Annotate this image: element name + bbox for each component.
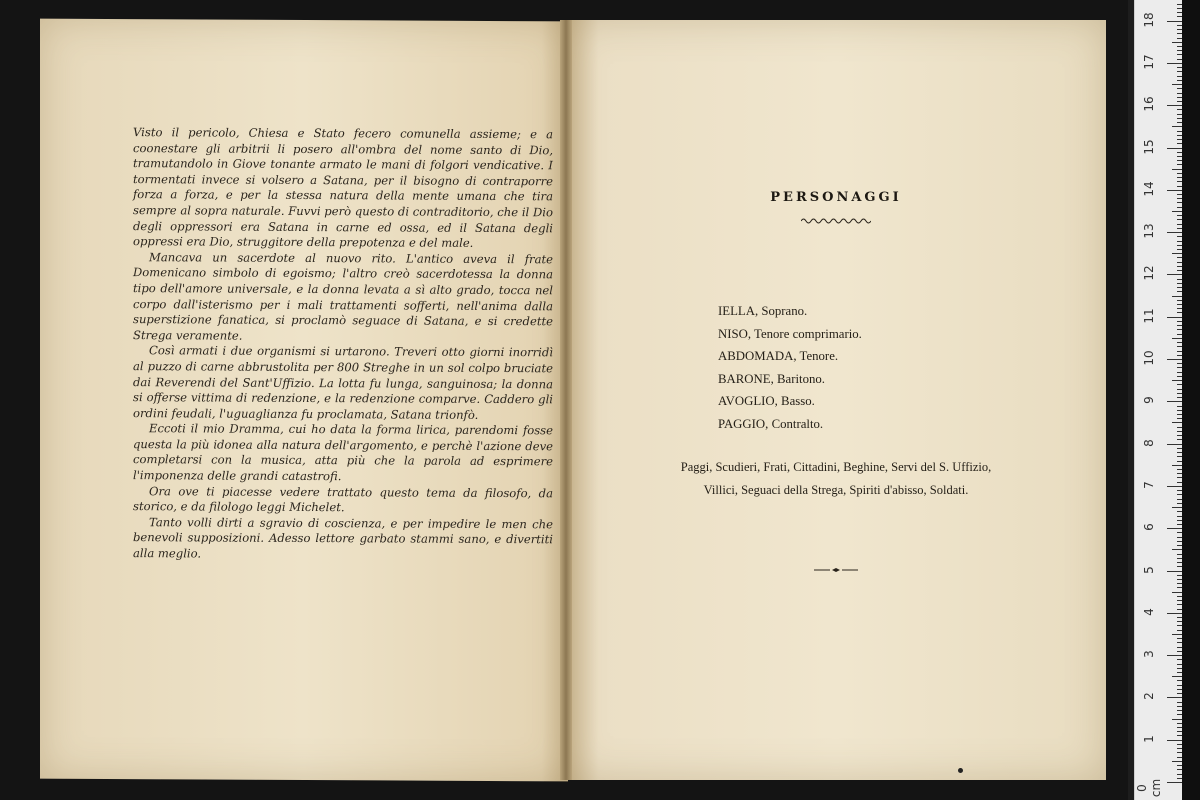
ruler-number: 11 <box>1142 308 1156 324</box>
paragraph: Eccoti il mio Dramma, cui ho data la forma lirica, parendomi fosse questa la più idonea alla natura dell'argomento, e perchè l'azione deve completarsi con la musica, atta più che la parola ad esprimere l'imponenza delle grandi catastrofi. <box>133 421 553 484</box>
ruler-tick <box>1167 486 1183 487</box>
cast-item: NISO, Tenore comprimario. <box>718 326 862 341</box>
ruler-number: 6 <box>1142 523 1156 532</box>
paragraph: Tanto volli dirti a sgravio di coscienza, e per impedire le men che benevoli supposizioni. Adesso lettore garbato stammi sano, e divertiti alla meglio. <box>133 515 553 561</box>
measurement-ruler <box>1134 0 1183 800</box>
book-gutter <box>560 20 572 780</box>
ruler-number: 8 <box>1142 438 1156 447</box>
ruler-number: 1 <box>1142 734 1156 743</box>
ruler-tick <box>1167 359 1183 360</box>
page-title: PERSONAGGI <box>770 190 902 205</box>
ruler-number: 7 <box>1142 481 1156 489</box>
wavy-rule-ornament <box>801 216 871 226</box>
cast-item: AVOGLIO, Basso. <box>718 394 815 409</box>
cast-list <box>718 300 862 436</box>
ruler-number: 16 <box>1142 96 1156 112</box>
ruler-tick <box>1167 148 1183 149</box>
ruler-tick <box>1167 190 1183 191</box>
ruler-tick <box>1167 655 1183 656</box>
extras-list <box>606 456 1066 501</box>
end-ornament <box>806 565 866 575</box>
ruler-tick <box>1167 571 1183 572</box>
ruler-number: 0 cm <box>1135 778 1163 798</box>
ruler-number: 2 <box>1142 692 1156 701</box>
ruler-number: 4 <box>1142 607 1156 616</box>
ruler-tick <box>1167 528 1183 529</box>
preface-text <box>133 125 553 564</box>
ruler-tick <box>1167 782 1183 783</box>
paragraph: Così armati i due organismi si urtarono. Treveri otto giorni inorridì al puzzo di carne abbrustolita per 800 Streghe in un sol colpo bruciate dai Reverendi del Sant'Uffizio. La lotta fu lunga, sanguinosa; la donna si offerse vittima di redenzione, e la redenzione comparve. Caddero gli ordini feudali, l'uguaglianza fu proclamata, Satana trionfò. <box>133 343 553 422</box>
ruler-tick <box>1167 63 1183 64</box>
ruler-tick <box>1167 613 1183 614</box>
cast-item: ABDOMADA, Tenore. <box>718 349 839 364</box>
ruler-tick <box>1167 401 1183 402</box>
extras-line: Paggi, Scudieri, Frati, Cittadini, Beghine, Servi del S. Uffizio, <box>680 460 992 474</box>
ruler-tick <box>1167 697 1183 698</box>
ruler-number: 10 <box>1142 350 1156 366</box>
open-book <box>40 20 1100 780</box>
ruler-number: 13 <box>1142 223 1156 239</box>
ruler-tick <box>1167 232 1183 233</box>
ruler-number: 9 <box>1142 396 1156 405</box>
extras-line: Villici, Seguaci della Strega, Spiriti d'abisso, Soldati. <box>703 482 969 497</box>
ruler-number: 5 <box>1142 565 1156 574</box>
ruler-number: 14 <box>1142 181 1156 197</box>
paragraph: Ora ove ti piacesse vedere trattato questo tema da filosofo, da storico, e da filologo leggi Michelet. <box>133 483 553 515</box>
ruler-tick <box>1167 444 1183 445</box>
ruler-number: 3 <box>1142 650 1156 658</box>
ruler-tick <box>1167 105 1183 106</box>
ruler-number: 18 <box>1142 11 1156 28</box>
ruler-edge <box>1182 0 1200 800</box>
ruler-tick <box>1167 21 1183 22</box>
right-page <box>566 20 1106 780</box>
ruler-tick <box>1167 317 1183 318</box>
cast-item: PAGGIO, Contralto. <box>718 416 824 431</box>
ruler-tick <box>1167 274 1183 275</box>
ink-spot <box>958 768 963 773</box>
ruler-number: 17 <box>1142 54 1156 70</box>
ruler-number: 12 <box>1142 265 1156 282</box>
cast-item: BARONE, Baritono. <box>718 371 825 386</box>
cast-item: IELLA, Soprano. <box>718 304 808 318</box>
ruler-number: 15 <box>1142 138 1156 155</box>
paragraph: Mancava un sacerdote al nuovo rito. L'antico aveva il frate Domenicano simbolo di egoismo; l'altro creò sacerdotessa la donna tipo dell'amore universale, e la donna levata a sì alto grado, tocca nel corpo dall'isterismo per i mali trattamenti sofferti, nell'anima dalla superstizione fanatica, si proclamò seguace di Satana, e si credette Strega veramente. <box>133 249 553 343</box>
paragraph: Visto il pericolo, Chiesa e Stato fecero comunella assieme; e a coonestare gli arbitrii li posero all'ombra del nome santo di Dio, tramutandolo in Giove tonante armato le mani di folgori vendicative. I tormentati invece si volsero a Satana, per il bisogno di contraporre forza a forza, e per la stessa natura della mente umana che tira sempre al sopra naturale. Fuvvi però questo di contraditorio, che il Dio degli oppressori era Satana in carne ed ossa, ed il Satana degli oppressi era Dio, struggitore della prepotenza e del male. <box>133 125 553 251</box>
left-page <box>40 19 568 782</box>
ruler-tick <box>1167 740 1183 741</box>
